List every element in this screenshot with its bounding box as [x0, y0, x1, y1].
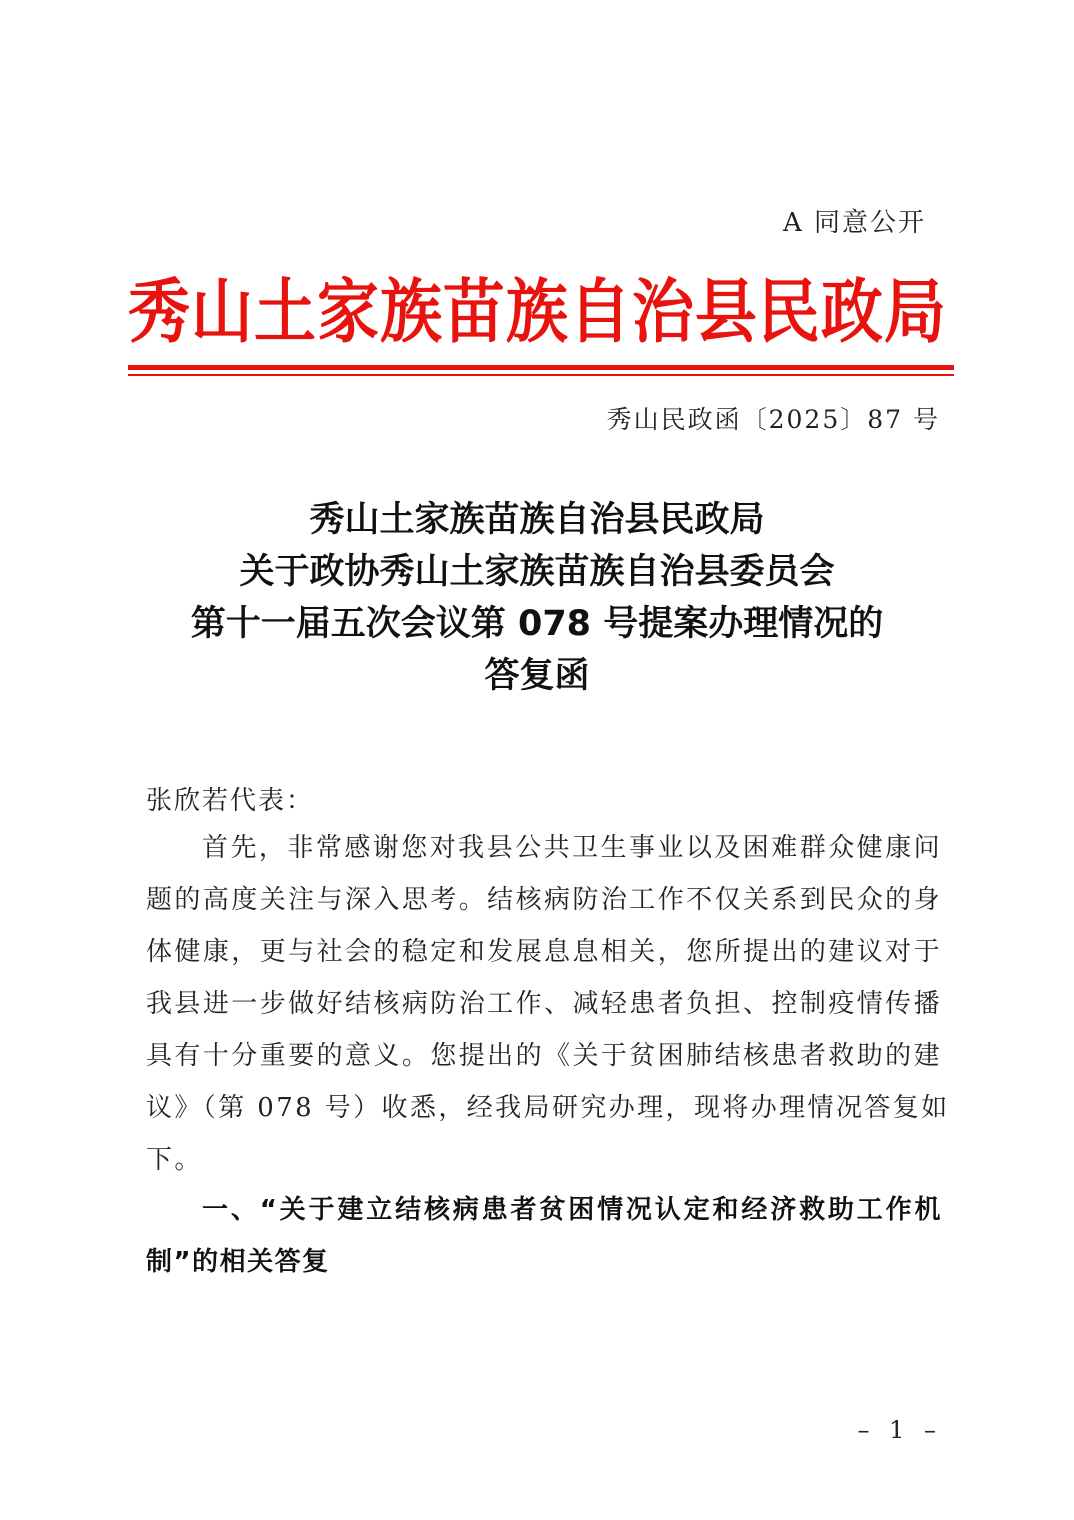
body-line: 体健康，更与社会的稳定和发展息息相关，您所提出的建议对于	[146, 937, 942, 967]
body-line: 首先，非常感谢您对我县公共卫生事业以及困难群众健康问	[202, 833, 942, 863]
disclosure-label: A 同意公开	[782, 208, 926, 238]
header-char: 族	[379, 270, 442, 353]
header-red-rule-thin	[128, 374, 954, 376]
issuing-authority-header	[128, 272, 946, 352]
title-line: 秀山土家族苗族自治县民政局	[309, 500, 765, 540]
section-heading	[146, 1190, 942, 1294]
header-char: 民	[757, 270, 820, 353]
document-number: 秀山民政函〔2025〕87 号	[606, 405, 940, 434]
header-char: 族	[505, 270, 568, 353]
header-char: 苗	[442, 270, 505, 353]
body-line: 具有十分重要的意义。您提出的《关于贫困肺结核患者救助的建	[146, 1041, 942, 1071]
body-line: 题的高度关注与深入思考。结核病防治工作不仅关系到民众的身	[146, 885, 942, 915]
header-char: 局	[883, 270, 946, 353]
header-char: 土	[253, 270, 316, 353]
header-char: 政	[820, 270, 883, 353]
header-char: 治	[631, 270, 694, 353]
section-heading-line: 一、“关于建立结核病患者贫困情况认定和经济救助工作机	[202, 1195, 942, 1225]
section-heading-line: 制”的相关答复	[146, 1247, 330, 1277]
title-line: 第十一届五次会议第 078 号提案办理情况的	[190, 604, 884, 644]
title-line: 答复函	[484, 656, 590, 696]
header-char: 秀	[128, 270, 191, 353]
salutation: 张欣若代表：	[146, 786, 315, 816]
page-number: – 1 –	[857, 1416, 942, 1444]
header-char: 家	[316, 270, 379, 353]
body-paragraph	[146, 828, 950, 1192]
header-red-rule-thick	[128, 365, 954, 370]
body-line: 议》（第 078 号）收悉，经我局研究办理，现将办理情况答复如	[146, 1093, 950, 1123]
header-char: 山	[190, 270, 253, 353]
body-line: 下。	[146, 1145, 203, 1175]
title-line: 关于政协秀山土家族苗族自治县委员会	[239, 552, 835, 592]
header-char: 自	[568, 270, 631, 353]
body-line: 我县进一步做好结核病防治工作、减轻患者负担、控制疫情传播	[146, 989, 942, 1019]
document-title	[0, 494, 1074, 702]
header-char: 县	[694, 270, 757, 353]
